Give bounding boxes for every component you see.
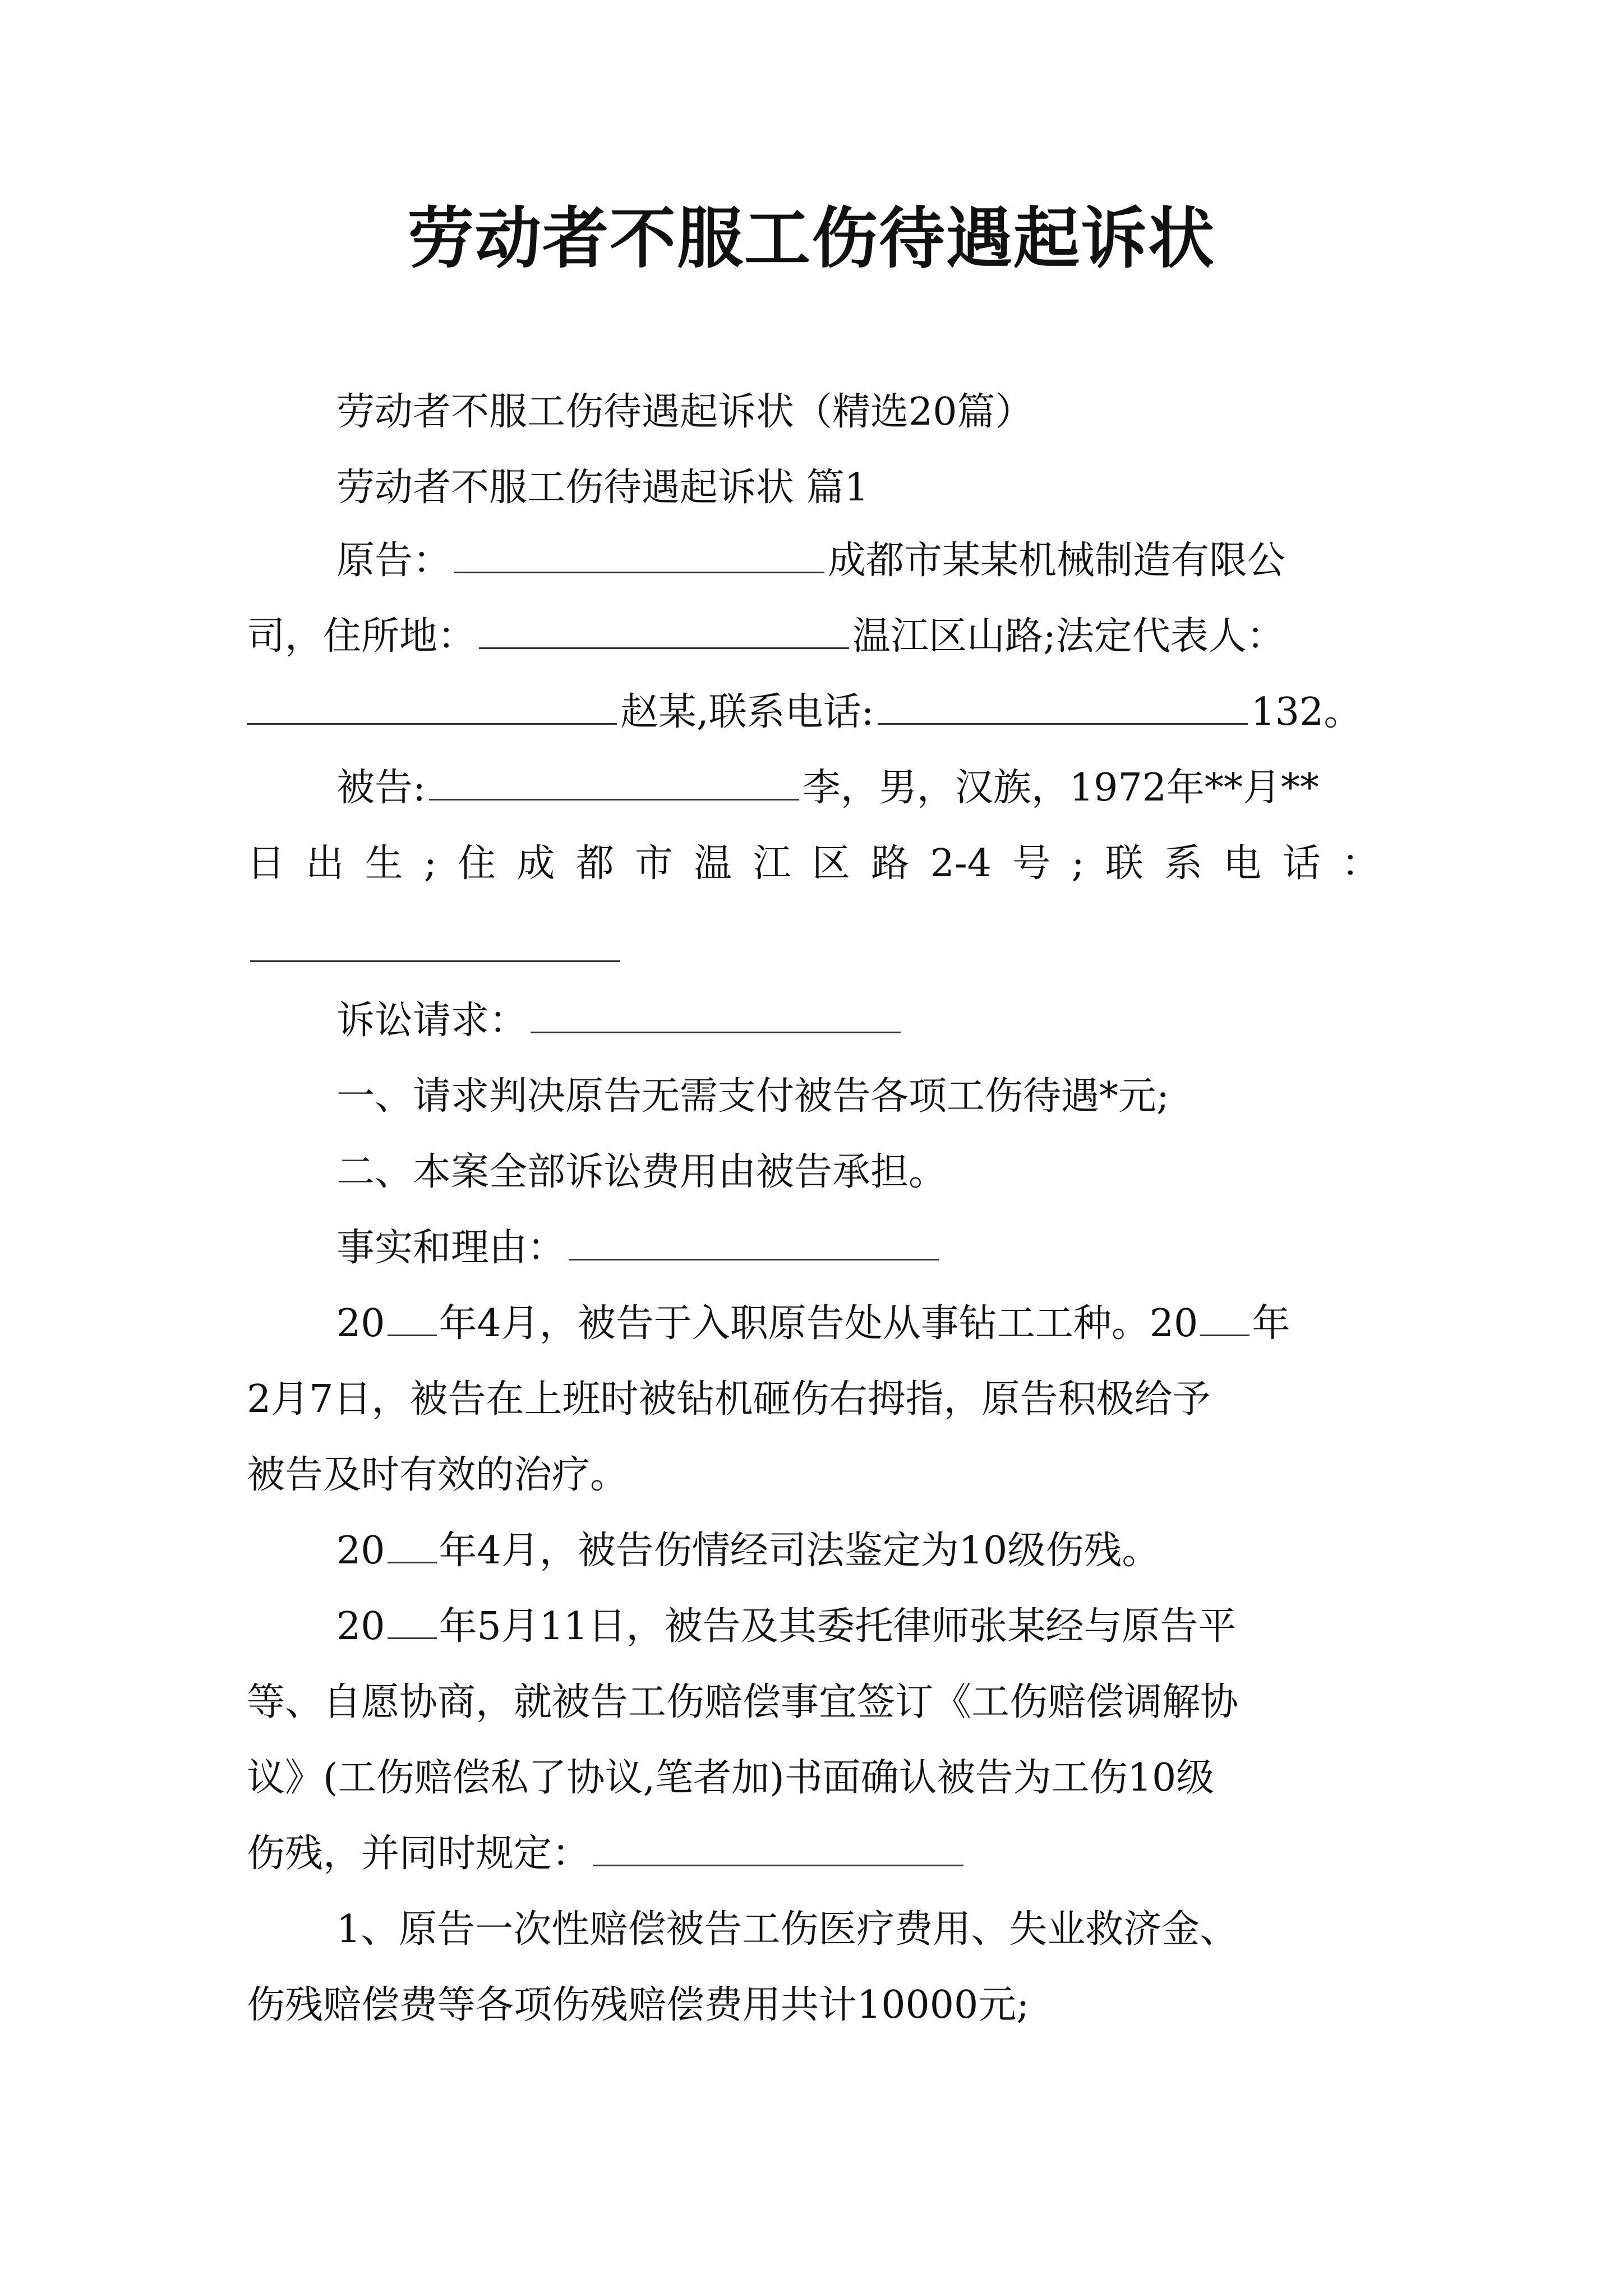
fill-blank (388, 1637, 437, 1639)
facts-paragraph-3-line-3: 议》(工伤赔偿私了协议,笔者加)书面确认被告为工伤10级 (247, 1756, 1215, 1800)
fill-blank (250, 960, 620, 962)
defendant-address-line: 日出生;住成都市温江区路2-4号;联系电话： (247, 841, 1380, 886)
fill-blank (531, 1032, 901, 1033)
plaintiff-line: 原告： 成都市某某机械制造有限公 (336, 539, 1286, 583)
fill-blank (479, 647, 849, 649)
facts-paragraph-1-line-1: 20 年4月，被告于入职原告处从事钻工工种。20 年 (336, 1301, 1290, 1346)
claim-item-1: 一、请求判决原告无需支付被告各项工伤待遇*元; (336, 1074, 1169, 1119)
fill-blank (569, 1259, 939, 1260)
document-title: 劳动者不服工伤待遇起诉状 (407, 199, 1215, 277)
facts-paragraph-2: 20 年4月，被告伤情经司法鉴定为10级伤残。 (336, 1529, 1160, 1573)
fill-blank (1200, 1335, 1249, 1336)
facts-paragraph-1-line-3: 被告及时有效的治疗。 (247, 1453, 629, 1497)
fill-blank (388, 1562, 437, 1563)
plaintiff-contact-line: 赵某,联系电话: 132。 (247, 684, 1362, 740)
fill-blank (247, 723, 617, 725)
agreement-item-1-line-1: 1、原告一次性赔偿被告工伤医疗费用、失业救济金、 (336, 1907, 1238, 1952)
facts-paragraph-3-line-4: 伤残，并同时规定： (247, 1826, 967, 1882)
fill-blank (593, 1865, 963, 1866)
defendant-line: 被告: 李，男，汉族，1972年**月** (336, 766, 1319, 810)
section-heading: 劳动者不服工伤待遇起诉状 篇1 (336, 466, 869, 510)
agreement-item-1-line-2: 伤残赔偿费等各项伤残赔偿费用共计10000元; (247, 1983, 1030, 2027)
fill-blank (454, 572, 824, 573)
facts-paragraph-1-line-2: 2月7日，被告在上班时被钻机砸伤右拇指，原告积极给予 (247, 1377, 1211, 1421)
claim-item-2: 二、本案全部诉讼费用由被告承担。 (336, 1150, 947, 1194)
facts-paragraph-3-line-1: 20 年5月11日，被告及其委托律师张某经与原告平 (336, 1604, 1237, 1649)
plaintiff-address-line: 司，住所地： 温江区山路;法定代表人： (247, 614, 1285, 659)
subtitle-line: 劳动者不服工伤待遇起诉状（精选20篇） (336, 390, 1034, 434)
fill-blank (429, 799, 799, 800)
fill-blank (878, 723, 1248, 725)
fill-blank (388, 1335, 437, 1336)
facts-paragraph-3-line-2: 等、自愿协商，就被告工伤赔偿事宜签订《工伤赔偿调解协 (247, 1680, 1239, 1724)
facts-heading: 事实和理由： (336, 1220, 942, 1276)
claims-heading: 诉讼请求： (336, 993, 904, 1049)
